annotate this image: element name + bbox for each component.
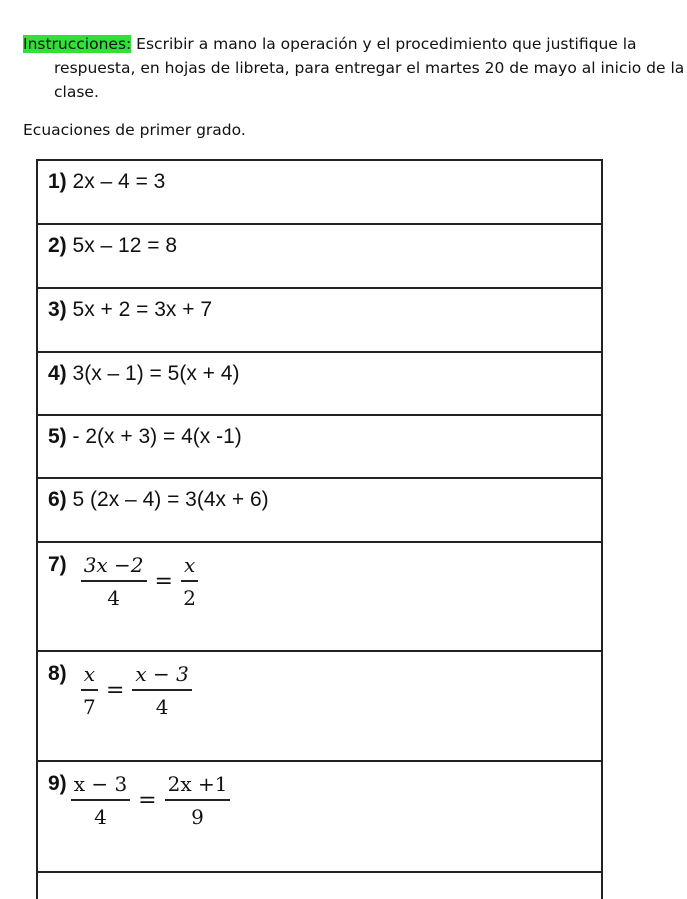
fraction-denominator: 4 (94, 805, 107, 829)
exercise-row-5 (38, 416, 601, 479)
equals-sign: = (105, 678, 125, 703)
exercise-number: 5) (48, 425, 67, 448)
exercise-equation: - 2(x + 3) = 4(x -1) (72, 425, 242, 448)
fraction-denominator: 9 (191, 805, 204, 829)
exercise-number: 2) (48, 234, 67, 257)
exercise-row-4 (38, 353, 601, 416)
fraction-numerator: x (81, 662, 98, 691)
equals-sign: = (154, 569, 173, 594)
exercise-equation: 5 (2x – 4) = 3(4x + 6) (72, 488, 269, 511)
instructions-line-1: Escribir a mano la operación y el procedimiento que justifique la (131, 35, 637, 53)
fraction-left (81, 553, 147, 610)
fraction-denominator: 2 (183, 586, 196, 610)
fraction-numerator: x (181, 553, 198, 582)
exercise-equation: 2x – 4 = 3 (72, 170, 166, 193)
exercise-row-7 (38, 543, 601, 652)
exercise-number: 6) (48, 488, 67, 511)
exercise-row-8 (38, 652, 601, 762)
section-heading: Ecuaciones de primer grado. (23, 121, 246, 139)
fraction-left (71, 772, 130, 829)
equals-sign: = (138, 788, 157, 813)
exercise-table (36, 159, 603, 899)
exercise-number: 1) (48, 170, 67, 193)
fraction-denominator: 4 (107, 586, 120, 610)
exercise-row-6 (38, 479, 601, 543)
instructions-label: Instrucciones: (23, 35, 132, 53)
fraction-denominator: 4 (155, 695, 169, 719)
instructions (23, 32, 687, 104)
exercise-number: 4) (48, 362, 67, 385)
fraction-right (165, 772, 231, 829)
exercise-number: 8) (48, 662, 67, 685)
exercise-number: 9) (48, 772, 67, 795)
instructions-line-3: clase. (54, 83, 99, 101)
exercise-equation: 5x – 12 = 8 (72, 234, 178, 257)
exercise-number: 7) (48, 553, 67, 576)
instructions-line-2: respuesta, en hojas de libreta, para entregar el martes 20 de mayo al inicio de la (54, 59, 685, 77)
fraction-numerator: x − 3 (132, 662, 191, 691)
exercise-row-1 (38, 161, 601, 225)
fraction-numerator: 2x +1 (165, 772, 231, 801)
fraction-left (81, 662, 98, 719)
fraction-right (181, 553, 198, 610)
fraction-right (132, 662, 191, 719)
fraction-numerator: x − 3 (71, 772, 130, 801)
exercise-row-3 (38, 289, 601, 353)
exercise-equation: 5x + 2 = 3x + 7 (72, 298, 213, 321)
exercise-number: 3) (48, 298, 67, 321)
exercise-equation: 3(x – 1) = 5(x + 4) (72, 362, 240, 385)
exercise-row-2 (38, 225, 601, 289)
exercise-row-9 (38, 762, 601, 873)
fraction-denominator: 7 (82, 695, 96, 719)
fraction-numerator: 3x −2 (81, 553, 147, 582)
